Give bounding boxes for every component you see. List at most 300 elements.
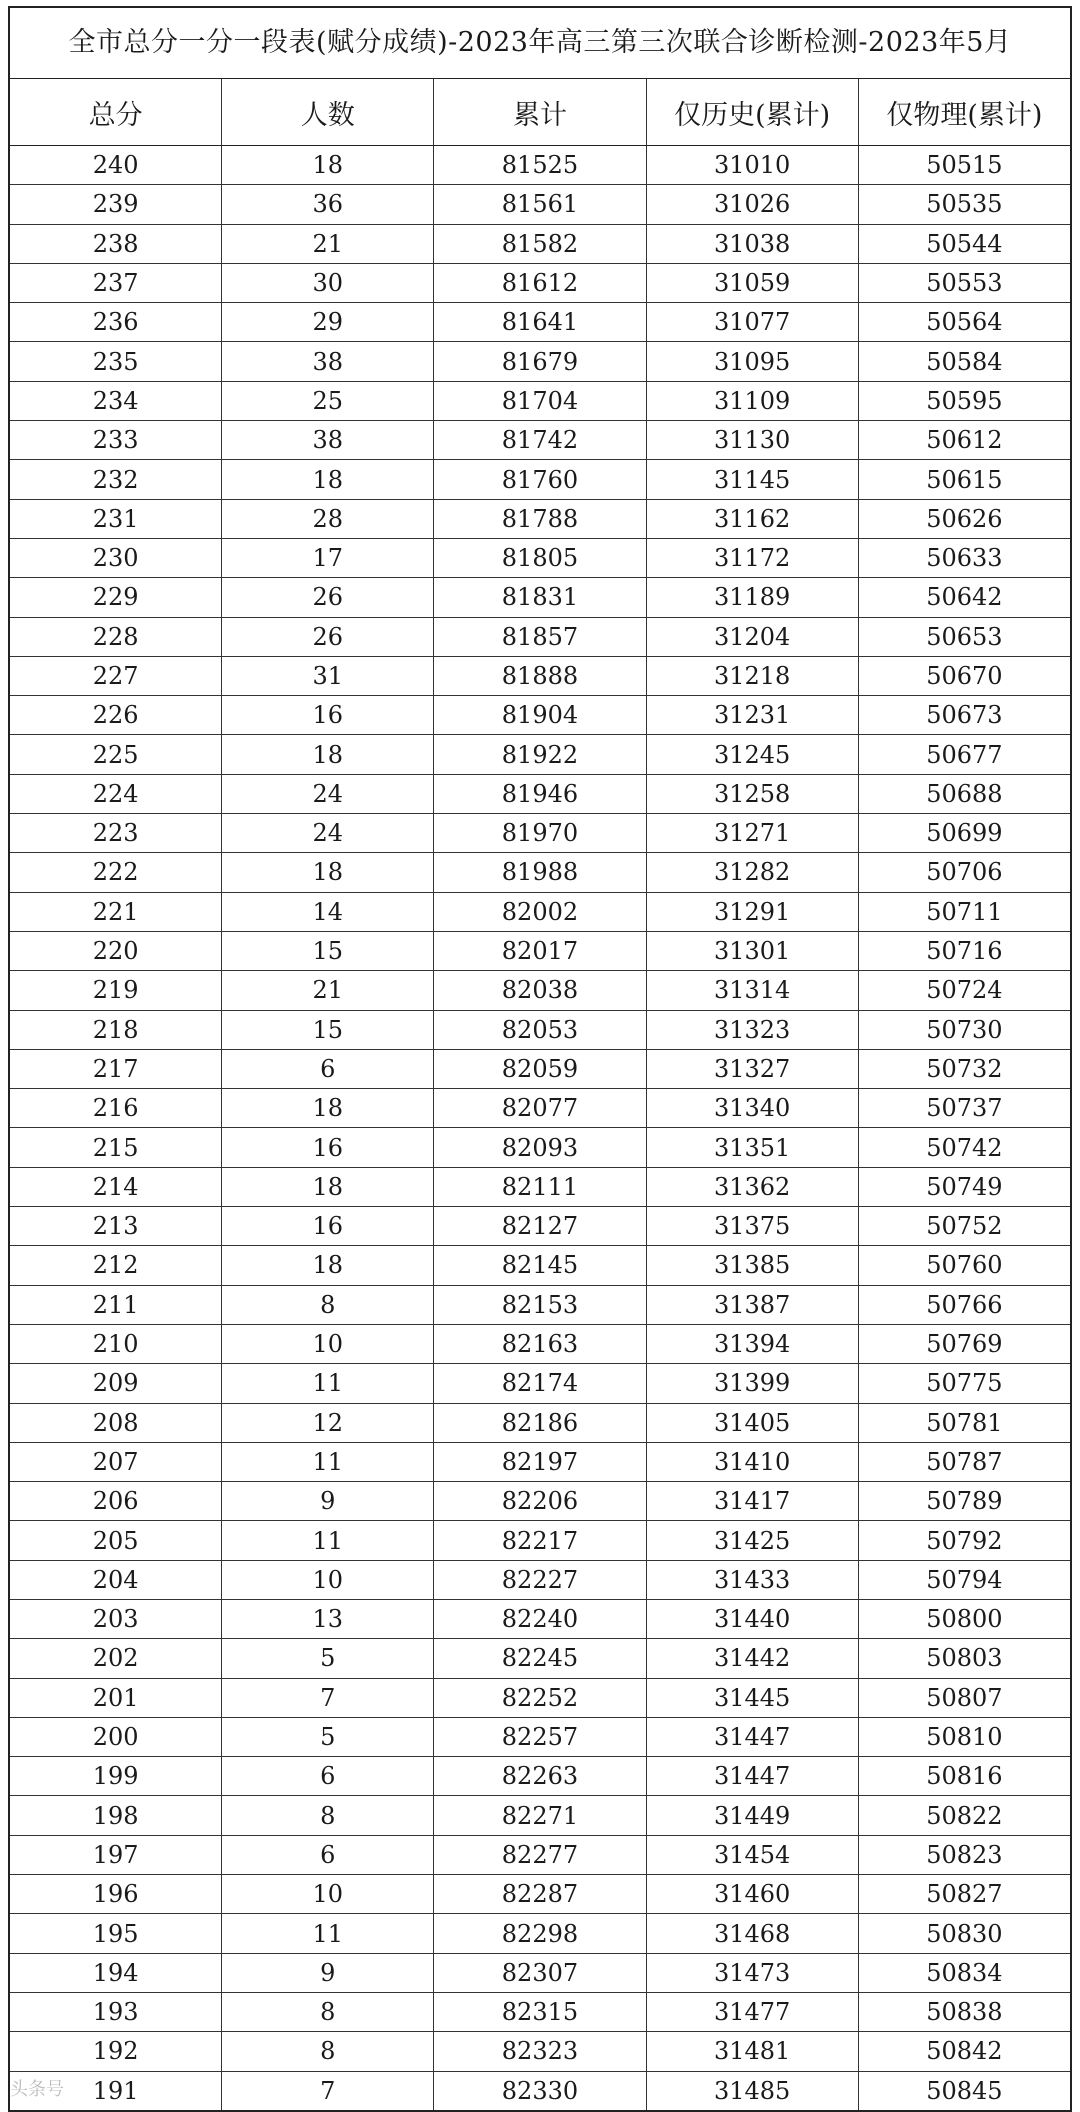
- cell-history-cumulative: 31485: [646, 2071, 858, 2110]
- cell-count: 12: [222, 1403, 434, 1442]
- cell-physics-cumulative: 50711: [858, 892, 1070, 931]
- cell-total-score: 201: [10, 1678, 222, 1717]
- cell-cumulative: 82277: [434, 1835, 646, 1874]
- cell-total-score: 225: [10, 735, 222, 774]
- table-row: [10, 499, 1070, 538]
- cell-cumulative: 82145: [434, 1246, 646, 1285]
- column-header-physics-cumulative: 仅物理(累计): [858, 79, 1070, 146]
- cell-cumulative: 82153: [434, 1285, 646, 1324]
- table-row: [10, 421, 1070, 460]
- cell-total-score: 226: [10, 696, 222, 735]
- cell-cumulative: 82053: [434, 1010, 646, 1049]
- cell-cumulative: 81704: [434, 381, 646, 420]
- cell-count: 21: [222, 224, 434, 263]
- table-row: [10, 224, 1070, 263]
- cell-history-cumulative: 31323: [646, 1010, 858, 1049]
- cell-history-cumulative: 31385: [646, 1246, 858, 1285]
- cell-cumulative: 81641: [434, 303, 646, 342]
- cell-physics-cumulative: 50845: [926, 2076, 1003, 2105]
- column-header-cumulative: 累计: [434, 79, 646, 146]
- cell-cumulative: 81760: [434, 460, 646, 499]
- table-row: [10, 1364, 1070, 1403]
- cell-physics-cumulative: 50766: [858, 1285, 1070, 1324]
- table-body: [10, 146, 1070, 2110]
- cell-history-cumulative: 31145: [646, 460, 858, 499]
- cell-count: 26: [222, 617, 434, 656]
- cell-history-cumulative: 31245: [646, 735, 858, 774]
- cell-total-score: 209: [10, 1364, 222, 1403]
- cell-physics-cumulative: 50515: [858, 146, 1070, 185]
- cell-count: 18: [222, 146, 434, 185]
- cell-physics-cumulative: 50827: [858, 1875, 1070, 1914]
- cell-count: 30: [222, 263, 434, 302]
- cell-cumulative: 82059: [434, 1049, 646, 1088]
- cell-history-cumulative: 31433: [646, 1560, 858, 1599]
- cell-physics-cumulative: 50633: [858, 538, 1070, 577]
- cell-history-cumulative: 31394: [646, 1324, 858, 1363]
- cell-physics-cumulative: 50823: [858, 1835, 1070, 1874]
- cell-count: 6: [222, 1757, 434, 1796]
- cell-cumulative: 82217: [434, 1521, 646, 1560]
- cell-physics-cumulative: 50724: [858, 971, 1070, 1010]
- table-row: [10, 1010, 1070, 1049]
- cell-total-score: 228: [10, 617, 222, 656]
- cell-total-score: 192: [10, 2032, 222, 2071]
- column-header-count: 人数: [222, 79, 434, 146]
- cell-cumulative: 82227: [434, 1560, 646, 1599]
- table-row: [10, 146, 1070, 185]
- cell-count: 10: [222, 1875, 434, 1914]
- table-row: [10, 931, 1070, 970]
- cell-cumulative: 82206: [434, 1482, 646, 1521]
- cell-physics-cumulative: 50626: [858, 499, 1070, 538]
- table-row: [10, 1875, 1070, 1914]
- score-distribution-table: [10, 79, 1070, 2110]
- table-row: [10, 342, 1070, 381]
- cell-total-score: 200: [10, 1717, 222, 1756]
- cell-total-score: 232: [10, 460, 222, 499]
- cell-total-score: 195: [10, 1914, 222, 1953]
- cell-total-score: 207: [10, 1442, 222, 1481]
- cell-total-score: 191: [10, 2071, 222, 2110]
- cell-physics-cumulative: 50732: [858, 1049, 1070, 1088]
- cell-total-score: 211: [10, 1285, 222, 1324]
- cell-cumulative: 82252: [434, 1678, 646, 1717]
- cell-cumulative: 82163: [434, 1324, 646, 1363]
- cell-total-score: 218: [10, 1010, 222, 1049]
- cell-physics-cumulative: 50792: [858, 1521, 1070, 1560]
- cell-count: 16: [222, 1207, 434, 1246]
- cell-physics-cumulative: 50699: [858, 814, 1070, 853]
- cell-cumulative: 81582: [434, 224, 646, 263]
- cell-count: 38: [222, 421, 434, 460]
- cell-cumulative: 82257: [434, 1717, 646, 1756]
- cell-cumulative: 81788: [434, 499, 646, 538]
- cell-physics-cumulative: 50673: [858, 696, 1070, 735]
- cell-total-score: 220: [10, 931, 222, 970]
- cell-physics-cumulative: 50816: [858, 1757, 1070, 1796]
- table-row: [10, 1207, 1070, 1246]
- table-row: [10, 263, 1070, 302]
- cell-physics-cumulative: 50584: [858, 342, 1070, 381]
- cell-total-score: 219: [10, 971, 222, 1010]
- cell-history-cumulative: 31340: [646, 1089, 858, 1128]
- cell-count: 18: [222, 1246, 434, 1285]
- cell-total-score: 215: [10, 1128, 222, 1167]
- table-row: [10, 1835, 1070, 1874]
- cell-history-cumulative: 31204: [646, 617, 858, 656]
- column-header-history-cumulative: 仅历史(累计): [646, 79, 858, 146]
- cell-physics-cumulative: 50787: [858, 1442, 1070, 1481]
- cell-history-cumulative: 31445: [646, 1678, 858, 1717]
- cell-cumulative: 82197: [434, 1442, 646, 1481]
- cell-cumulative: 81946: [434, 774, 646, 813]
- cell-physics-cumulative: 50781: [858, 1403, 1070, 1442]
- cell-physics-cumulative: 50775: [858, 1364, 1070, 1403]
- cell-total-score: 223: [10, 814, 222, 853]
- cell-physics-cumulative: 50807: [858, 1678, 1070, 1717]
- table-row: [10, 1403, 1070, 1442]
- table-row: [10, 578, 1070, 617]
- cell-count: 24: [222, 774, 434, 813]
- table-row: [10, 1285, 1070, 1324]
- cell-total-score: 236: [10, 303, 222, 342]
- cell-count: 18: [222, 460, 434, 499]
- cell-count: 26: [222, 578, 434, 617]
- cell-total-score: 224: [10, 774, 222, 813]
- score-table-document: [8, 6, 1072, 2112]
- table-row: [10, 735, 1070, 774]
- cell-physics-cumulative: 50838: [858, 1992, 1070, 2031]
- cell-history-cumulative: 31130: [646, 421, 858, 460]
- cell-physics-cumulative: 50800: [858, 1599, 1070, 1638]
- cell-total-score: 194: [10, 1953, 222, 1992]
- table-row: [10, 1914, 1070, 1953]
- cell-history-cumulative: 31314: [646, 971, 858, 1010]
- cell-count: 15: [222, 931, 434, 970]
- cell-cumulative: 82111: [434, 1167, 646, 1206]
- cell-history-cumulative: 31218: [646, 656, 858, 695]
- cell-count: 36: [222, 185, 434, 224]
- cell-history-cumulative: 31440: [646, 1599, 858, 1638]
- cell-physics-cumulative: 50752: [858, 1207, 1070, 1246]
- table-row: [10, 1678, 1070, 1717]
- table-row: [10, 617, 1070, 656]
- table-row: [10, 892, 1070, 931]
- cell-history-cumulative: 31282: [646, 853, 858, 892]
- cell-total-score: 212: [10, 1246, 222, 1285]
- cell-physics-cumulative: 50749: [858, 1167, 1070, 1206]
- table-row: [10, 1167, 1070, 1206]
- cell-cumulative: 81805: [434, 538, 646, 577]
- cell-history-cumulative: 31172: [646, 538, 858, 577]
- cell-history-cumulative: 31327: [646, 1049, 858, 1088]
- cell-history-cumulative: 31468: [646, 1914, 858, 1953]
- cell-physics-cumulative: 50642: [858, 578, 1070, 617]
- cell-history-cumulative: 31375: [646, 1207, 858, 1246]
- table-row: [10, 1953, 1070, 1992]
- cell-history-cumulative: 31460: [646, 1875, 858, 1914]
- cell-physics-cumulative: 50794: [858, 1560, 1070, 1599]
- cell-total-score: 213: [10, 1207, 222, 1246]
- cell-physics-cumulative: 50653: [858, 617, 1070, 656]
- cell-total-score: 205: [10, 1521, 222, 1560]
- cell-count: 8: [222, 1796, 434, 1835]
- cell-count: 17: [222, 538, 434, 577]
- cell-physics-cumulative: 50615: [858, 460, 1070, 499]
- cell-count: 29: [222, 303, 434, 342]
- cell-physics-cumulative: 50716: [858, 931, 1070, 970]
- cell-count: 18: [222, 853, 434, 892]
- cell-physics-cumulative: 50830: [858, 1914, 1070, 1953]
- cell-history-cumulative: 31095: [646, 342, 858, 381]
- cell-total-score: 233: [10, 421, 222, 460]
- cell-cumulative: 81525: [434, 146, 646, 185]
- cell-total-score: 198: [10, 1796, 222, 1835]
- table-row: [10, 971, 1070, 1010]
- cell-count: 21: [222, 971, 434, 1010]
- cell-count: 38: [222, 342, 434, 381]
- cell-history-cumulative: 31417: [646, 1482, 858, 1521]
- cell-cumulative: 81561: [434, 185, 646, 224]
- cell-history-cumulative: 31301: [646, 931, 858, 970]
- cell-physics-cumulative: 50670: [858, 656, 1070, 695]
- cell-cumulative: 82038: [434, 971, 646, 1010]
- cell-count: 16: [222, 1128, 434, 1167]
- cell-count: 5: [222, 1717, 434, 1756]
- cell-cumulative: 81970: [434, 814, 646, 853]
- table-row: [10, 1639, 1070, 1678]
- cell-physics-cumulative: 50769: [858, 1324, 1070, 1363]
- cell-cumulative: 82127: [434, 1207, 646, 1246]
- table-row: [10, 814, 1070, 853]
- cell-count: 7: [222, 2071, 434, 2110]
- cell-total-score: 210: [10, 1324, 222, 1363]
- cell-cumulative: 82323: [434, 2032, 646, 2071]
- cell-history-cumulative: 31010: [646, 146, 858, 185]
- cell-history-cumulative: 31449: [646, 1796, 858, 1835]
- cell-count: 8: [222, 2032, 434, 2071]
- cell-history-cumulative: 31447: [646, 1757, 858, 1796]
- table-row: [10, 460, 1070, 499]
- cell-cumulative: 81988: [434, 853, 646, 892]
- table-row: [10, 696, 1070, 735]
- cell-history-cumulative: 31291: [646, 892, 858, 931]
- cell-physics-cumulative: 50810: [858, 1717, 1070, 1756]
- cell-total-score: 240: [10, 146, 222, 185]
- cell-cumulative: 82298: [434, 1914, 646, 1953]
- cell-total-score: 204: [10, 1560, 222, 1599]
- cell-total-score: 221: [10, 892, 222, 931]
- cell-history-cumulative: 31038: [646, 224, 858, 263]
- cell-total-score: 229: [10, 578, 222, 617]
- cell-total-score: 238: [10, 224, 222, 263]
- table-row: [10, 656, 1070, 695]
- cell-cumulative: 81831: [434, 578, 646, 617]
- cell-total-score: 222: [10, 853, 222, 892]
- cell-physics-cumulative: 50595: [858, 381, 1070, 420]
- cell-total-score: 206: [10, 1482, 222, 1521]
- cell-total-score: 214: [10, 1167, 222, 1206]
- cell-cumulative: 82077: [434, 1089, 646, 1128]
- cell-total-score: 216: [10, 1089, 222, 1128]
- cell-history-cumulative: 31405: [646, 1403, 858, 1442]
- cell-count: 8: [222, 1285, 434, 1324]
- cell-history-cumulative: 31387: [646, 1285, 858, 1324]
- table-row: [10, 1992, 1070, 2031]
- cell-history-cumulative: 31442: [646, 1639, 858, 1678]
- cell-count: 18: [222, 1167, 434, 1206]
- cell-count: 18: [222, 735, 434, 774]
- cell-cumulative: 82307: [434, 1953, 646, 1992]
- cell-total-score: 197: [10, 1835, 222, 1874]
- table-row: [10, 185, 1070, 224]
- table-row: [10, 1796, 1070, 1835]
- table-row: [10, 774, 1070, 813]
- cell-history-cumulative: 31410: [646, 1442, 858, 1481]
- table-title: 全市总分一分一段表(赋分成绩)-2023年高三第三次联合诊断检测-2023年5月: [10, 8, 1070, 79]
- cell-count: 13: [222, 1599, 434, 1638]
- table-row: [10, 1482, 1070, 1521]
- cell-physics-cumulative: 50789: [858, 1482, 1070, 1521]
- cell-count: 6: [222, 1835, 434, 1874]
- table-row: [10, 1599, 1070, 1638]
- cell-total-score: 208: [10, 1403, 222, 1442]
- cell-physics-cumulative: 50842: [858, 2032, 1070, 2071]
- cell-count: 6: [222, 1049, 434, 1088]
- cell-total-score: 202: [10, 1639, 222, 1678]
- watermark: 头条号: [10, 2079, 64, 2100]
- cell-history-cumulative: 31109: [646, 381, 858, 420]
- cell-history-cumulative: 31231: [646, 696, 858, 735]
- cell-history-cumulative: 31026: [646, 185, 858, 224]
- table-row: [10, 1521, 1070, 1560]
- cell-physics-cumulative: 50737: [858, 1089, 1070, 1128]
- cell-history-cumulative: 31425: [646, 1521, 858, 1560]
- cell-count: 14: [222, 892, 434, 931]
- cell-cumulative: 82240: [434, 1599, 646, 1638]
- cell-history-cumulative: 31351: [646, 1128, 858, 1167]
- cell-count: 5: [222, 1639, 434, 1678]
- cell-total-score: 203: [10, 1599, 222, 1638]
- cell-total-score: 199: [10, 1757, 222, 1796]
- cell-cumulative: 81679: [434, 342, 646, 381]
- cell-physics-cumulative: 50612: [858, 421, 1070, 460]
- cell-count: 10: [222, 1560, 434, 1599]
- cell-history-cumulative: 31447: [646, 1717, 858, 1756]
- cell-count: 15: [222, 1010, 434, 1049]
- cell-total-score: 230: [10, 538, 222, 577]
- cell-physics-cumulative: 50564: [858, 303, 1070, 342]
- cell-history-cumulative: 31077: [646, 303, 858, 342]
- table-row: [10, 381, 1070, 420]
- cell-cumulative: 82093: [434, 1128, 646, 1167]
- table-row: [10, 1757, 1070, 1796]
- cell-count: 7: [222, 1678, 434, 1717]
- header-row: [10, 79, 1070, 146]
- cell-history-cumulative: 31362: [646, 1167, 858, 1206]
- table-row: [10, 1442, 1070, 1481]
- cell-cumulative: 81612: [434, 263, 646, 302]
- cell-total-score: 234: [10, 381, 222, 420]
- table-row: [10, 2032, 1070, 2071]
- cell-cumulative: 81922: [434, 735, 646, 774]
- cell-total-score: 237: [10, 263, 222, 302]
- table-row: [10, 1128, 1070, 1167]
- cell-history-cumulative: 31473: [646, 1953, 858, 1992]
- cell-physics-cumulative: 50803: [858, 1639, 1070, 1678]
- cell-cumulative: 81857: [434, 617, 646, 656]
- cell-total-score: 227: [10, 656, 222, 695]
- cell-total-score: 193: [10, 1992, 222, 2031]
- table-row: [10, 303, 1070, 342]
- cell-count: 24: [222, 814, 434, 853]
- cell-physics-cumulative: 50677: [858, 735, 1070, 774]
- cell-count: 11: [222, 1364, 434, 1403]
- cell-count: 18: [222, 1089, 434, 1128]
- cell-count: 9: [222, 1482, 434, 1521]
- cell-cumulative: 82245: [434, 1639, 646, 1678]
- cell-history-cumulative: 31271: [646, 814, 858, 853]
- column-header-total-score: 总分: [10, 79, 222, 146]
- cell-cumulative: 82271: [434, 1796, 646, 1835]
- table-row: [10, 1717, 1070, 1756]
- cell-count: 28: [222, 499, 434, 538]
- cell-cumulative: 81888: [434, 656, 646, 695]
- cell-physics-cumulative: 50553: [858, 263, 1070, 302]
- cell-cumulative: 82315: [434, 1992, 646, 2031]
- cell-cumulative: 82186: [434, 1403, 646, 1442]
- cell-count: 9: [222, 1953, 434, 1992]
- cell-total-score: 196: [10, 1875, 222, 1914]
- cell-total-score: 231: [10, 499, 222, 538]
- cell-total-score: 239: [10, 185, 222, 224]
- table-row: [10, 1324, 1070, 1363]
- cell-count: 8: [222, 1992, 434, 2031]
- table-row: [10, 1246, 1070, 1285]
- cell-physics-cumulative: 50544: [858, 224, 1070, 263]
- cell-cumulative: 81742: [434, 421, 646, 460]
- table-row: [10, 853, 1070, 892]
- cell-history-cumulative: 31189: [646, 578, 858, 617]
- cell-cumulative: 81904: [434, 696, 646, 735]
- cell-count: 31: [222, 656, 434, 695]
- cell-history-cumulative: 31258: [646, 774, 858, 813]
- cell-count: 11: [222, 1442, 434, 1481]
- cell-history-cumulative: 31162: [646, 499, 858, 538]
- table-row: [10, 2071, 1070, 2110]
- cell-physics-cumulative: 50822: [858, 1796, 1070, 1835]
- cell-cumulative: 82287: [434, 1875, 646, 1914]
- cell-cumulative: 82263: [434, 1757, 646, 1796]
- cell-physics-cumulative: 50760: [858, 1246, 1070, 1285]
- cell-count: 10: [222, 1324, 434, 1363]
- cell-total-score: 235: [10, 342, 222, 381]
- cell-physics-cumulative: 50535: [858, 185, 1070, 224]
- cell-cumulative: 82174: [434, 1364, 646, 1403]
- cell-total-score: 217: [10, 1049, 222, 1088]
- cell-count: 11: [222, 1521, 434, 1560]
- table-row: [10, 1560, 1070, 1599]
- cell-count: 16: [222, 696, 434, 735]
- cell-count: 25: [222, 381, 434, 420]
- cell-cumulative: 82017: [434, 931, 646, 970]
- cell-physics-cumulative: 50688: [858, 774, 1070, 813]
- cell-physics-cumulative: 50730: [858, 1010, 1070, 1049]
- cell-count: 11: [222, 1914, 434, 1953]
- cell-cumulative: 82002: [434, 892, 646, 931]
- table-row: [10, 1049, 1070, 1088]
